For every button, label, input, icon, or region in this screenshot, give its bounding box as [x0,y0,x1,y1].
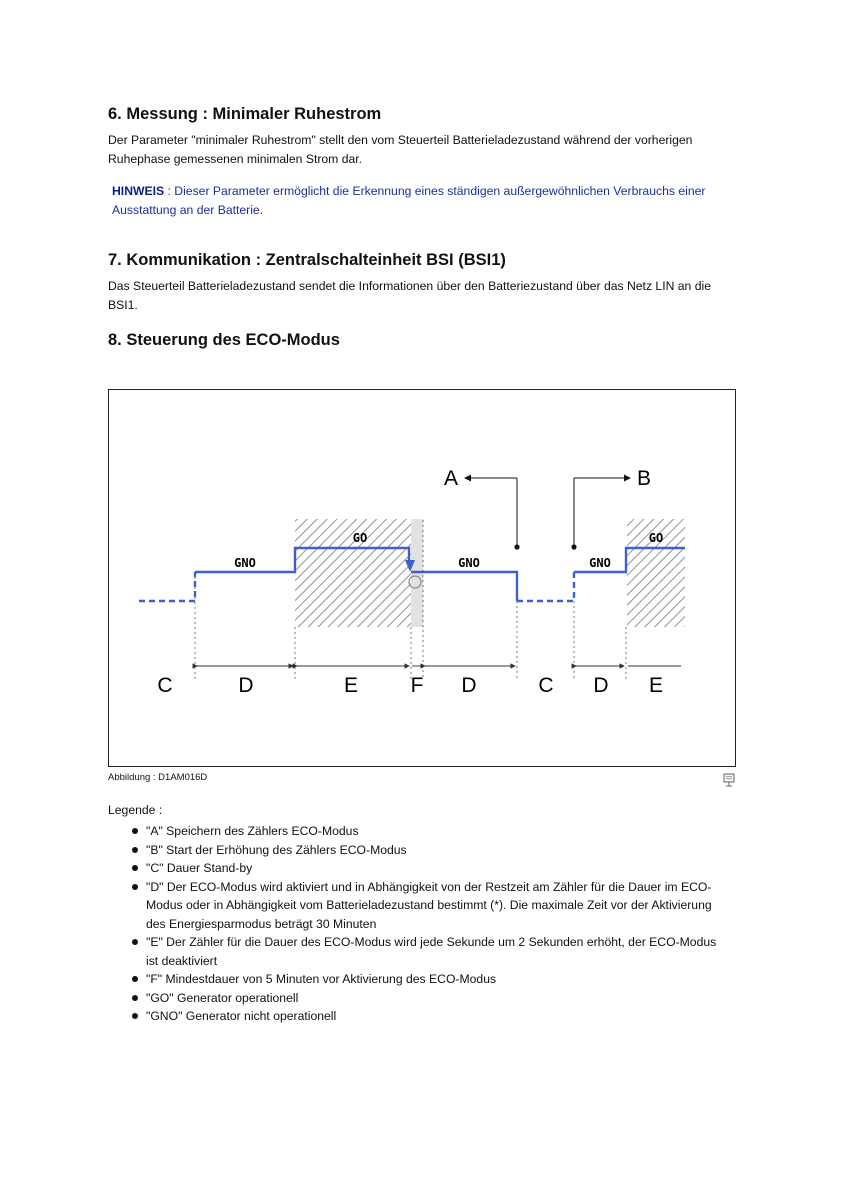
signal-label-gno-3: GNO [589,556,611,570]
section-6-paragraph: Der Parameter "minimaler Ruhestrom" stellt den vom Steuerteil Batterieladezustand während der vorherigen Ruhephase gemessenen minimalen Strom dar. [108,133,693,166]
eco-mode-timing-diagram [108,389,736,767]
legend-item: "GO" Generator operationell [130,989,730,1008]
marker-b [571,478,630,550]
legend-title: Legende : [108,803,163,817]
phase-label-c-2: C [538,674,554,697]
phase-label-d-3: D [593,674,609,697]
section-6-heading: 6. Messung : Minimaler Ruhestrom [108,105,382,123]
legend-item: "B" Start der Erhöhung des Zählers ECO-Modus [130,841,730,860]
legend-item: "D" Der ECO-Modus wird aktiviert und in Abhängigkeit von der Restzeit am Zähler für die Dauer im ECO-Modus oder in Abhängigkeit vom Batterieladezustand bestimmt (*). Die maximale Zeit vor der Aktivierung des Energiesparmodus beträgt 30 Minuten [130,878,730,934]
note-label: HINWEIS [112,184,165,198]
signal-label-go-2: GO [648,531,664,545]
legend-item: "GNO" Generator nicht operationell [130,1007,730,1026]
phase-label-f: F [410,674,424,697]
section-8-heading: 8. Steuerung des ECO-Modus [108,331,340,349]
legend-item: "F" Mindestdauer von 5 Minuten vor Aktivierung des ECO-Modus [130,970,730,989]
section-7-heading: 7. Kommunikation : Zentralschalteinheit BSI (BSI1) [108,251,506,269]
figure-caption: Abbildung : D1AM016D [108,772,208,783]
marker-label-a: A [443,467,459,490]
phase-label-c-1: C [157,674,173,697]
phase-label-d-2: D [461,674,477,697]
phase-label-e-1: E [343,674,359,697]
signal-label-gno-1: GNO [234,556,256,570]
section-6-note [112,182,738,220]
legend-item: "E" Der Zähler für die Dauer des ECO-Modus wird jede Sekunde um 2 Sekunden erhöht, der ECO-Modus ist deaktiviert [130,933,730,970]
phase-label-d-1: D [238,674,254,697]
legend-item: "C" Dauer Stand-by [130,859,730,878]
signal-label-gno-2: GNO [458,556,480,570]
section-7-paragraph: Das Steuerteil Batterieladezustand sendet die Informationen über den Batteriezustand über das Netz LIN an die BSI1. [108,279,711,312]
legend-list [130,822,730,1026]
marker-a [465,478,520,550]
signal-label-go-1: GO [352,531,368,545]
marker-label-b: B [636,467,652,490]
phase-label-e-2: E [648,674,664,697]
print-icon[interactable] [722,773,736,787]
legend-item: "A" Speichern des Zählers ECO-Modus [130,822,730,841]
note-text: : Dieser Parameter ermöglicht die Erkennung eines ständigen außergewöhnlichen Verbrauchs einer Ausstattung an der Batterie. [112,184,706,217]
